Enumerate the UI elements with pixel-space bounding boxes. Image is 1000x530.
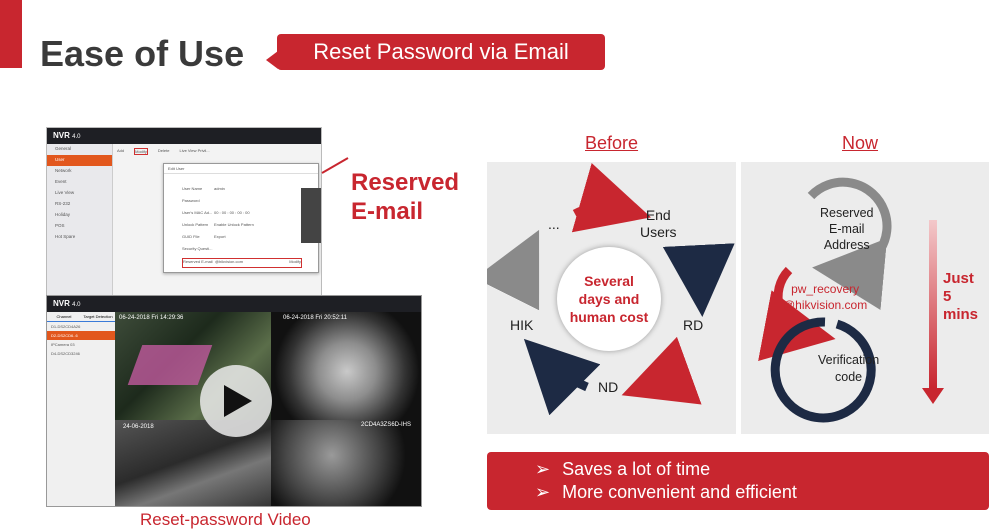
benefit-item — [535, 458, 989, 481]
reserved-email-callout — [351, 168, 459, 226]
form-row — [182, 222, 318, 234]
field-label: Security Questi... — [182, 246, 213, 251]
label-line: Users — [640, 224, 677, 240]
label-line: Verification — [818, 353, 880, 367]
toolbar-item: Live View Privil... — [179, 148, 210, 153]
channel-sidebar — [47, 312, 115, 507]
form-row — [182, 210, 318, 222]
nvr-topbar — [47, 128, 322, 144]
camera-timestamp: 06-24-2018 Fri 20:52:11 — [283, 315, 347, 321]
bullet-icon: ➢ — [535, 482, 551, 502]
duration-line: mins — [943, 306, 979, 323]
toolbar-item: Add — [117, 148, 125, 153]
label-rd: RD — [683, 317, 704, 333]
field-label: GUID File — [182, 234, 200, 239]
arrow-top — [575, 207, 625, 214]
tab-channel: Channel — [47, 312, 81, 322]
field-value: 00 : 00 : 00 : 00 : 00 — [214, 210, 250, 215]
sidebar-item: Network — [55, 168, 72, 173]
form-row — [182, 246, 318, 258]
center-line: days and — [578, 291, 640, 307]
toolbar-item: Modify — [135, 149, 147, 154]
field-value: Enable Unlock Pattern — [214, 222, 254, 227]
callout-line: E-mail — [351, 198, 424, 225]
camera-view — [271, 312, 422, 420]
time-arrow-head — [922, 388, 944, 404]
label-line: Reserved — [820, 206, 874, 220]
channel-item: D1-DS2CD4A26 — [51, 324, 81, 329]
label-line: code — [835, 370, 863, 384]
channel-item: D2-DS2CD6..6 — [47, 331, 115, 340]
callout-line: Reserved — [351, 169, 460, 196]
nvr-version: 4.0 — [72, 302, 81, 308]
sidebar-item: POS — [55, 223, 65, 228]
time-arrow-shaft — [929, 220, 937, 388]
label-line: E-mail — [829, 222, 865, 236]
edit-user-dialog — [163, 163, 319, 273]
arrow-right-top — [684, 250, 701, 290]
toolbar-item: Delete — [157, 148, 170, 153]
page-title: Ease of Use — [40, 33, 245, 74]
benefit-text: More convenient and efficient — [562, 482, 797, 502]
camera-view — [271, 420, 422, 507]
sidebar-item: RS-232 — [55, 201, 71, 206]
label-nd: ND — [598, 379, 619, 395]
nvr-logo: NVR — [53, 131, 70, 140]
modify-link: Modify — [289, 259, 301, 264]
reserved-email-row — [182, 258, 302, 268]
before-heading: Before — [585, 133, 639, 153]
arrow-bottom — [543, 358, 587, 387]
nvr-logo: NVR — [53, 299, 70, 308]
bullet-icon: ➢ — [535, 459, 551, 479]
field-label: Password — [182, 198, 200, 203]
field-label: User's MAC Ad... — [182, 210, 213, 215]
section-tag: Reset Password via Email — [277, 34, 605, 70]
camera-timestamp: 24-06-2018 — [123, 424, 154, 430]
center-line: human cost — [569, 309, 649, 325]
benefit-item — [535, 481, 989, 504]
label-verification-code — [818, 352, 879, 386]
label-reserved-email — [820, 205, 874, 253]
duration-line: 5 — [943, 288, 952, 305]
camera-timestamp: 06-24-2018 Fri 14:29:36 — [119, 315, 184, 321]
field-label: Unlock Pattern — [182, 222, 209, 227]
video-caption: Reset-password Video — [140, 510, 311, 529]
label-line: End — [645, 207, 671, 223]
label-end-users — [640, 207, 677, 241]
channel-tabs — [47, 312, 115, 322]
label-line: @hikvision.com — [783, 298, 868, 312]
tooltip — [301, 188, 321, 243]
benefits-banner — [487, 452, 989, 510]
field-label: User Name — [182, 186, 203, 191]
settings-sidebar — [47, 144, 113, 297]
play-icon — [224, 385, 252, 417]
sidebar-item: General — [55, 146, 72, 151]
channel-item: IPCamera 03 — [51, 342, 75, 347]
tab-target-detection: Target Detection — [81, 312, 115, 322]
duration-line: Just — [943, 270, 974, 287]
label-line: pw_recovery — [791, 282, 860, 296]
label-ellipsis: ... — [548, 216, 560, 232]
sidebar-item: Holiday — [55, 212, 71, 217]
accent-strip — [0, 0, 22, 68]
sidebar-item: Hot Spare — [55, 234, 76, 239]
field-value: @hikvision.com — [215, 259, 244, 264]
label-hik: HIK — [510, 317, 534, 333]
label-recovery-address — [783, 281, 867, 313]
form-row — [182, 186, 318, 198]
sidebar-item: Live View — [55, 190, 75, 195]
form-row — [182, 198, 318, 210]
field-value: admin — [214, 186, 225, 191]
channel-item: D4-DS2CD3246 — [51, 351, 80, 356]
camera-timestamp: 2CD4A3ZS6D-IHS — [361, 422, 412, 428]
dialog-title: Edit User — [164, 164, 318, 174]
arrow-left — [519, 254, 527, 290]
benefit-text: Saves a lot of time — [562, 459, 711, 479]
now-heading: Now — [842, 133, 879, 153]
arrow-right-bottom — [647, 360, 682, 386]
center-circle — [557, 247, 661, 351]
center-line: Several — [584, 273, 634, 289]
field-label: Reserved E-mail — [183, 259, 213, 264]
label-line: Address — [823, 238, 870, 252]
callout-arrow — [322, 157, 349, 174]
field-value: Export — [214, 234, 226, 239]
duration-label — [943, 270, 978, 324]
nvr-topbar — [47, 296, 422, 312]
settings-screenshot — [46, 127, 322, 297]
user-toolbar — [117, 148, 317, 155]
form-row — [182, 234, 318, 246]
nvr-version: 4.0 — [72, 134, 81, 140]
scene-highlight — [128, 345, 213, 385]
sidebar-item: User — [47, 155, 112, 166]
sidebar-item: Event — [55, 179, 67, 184]
